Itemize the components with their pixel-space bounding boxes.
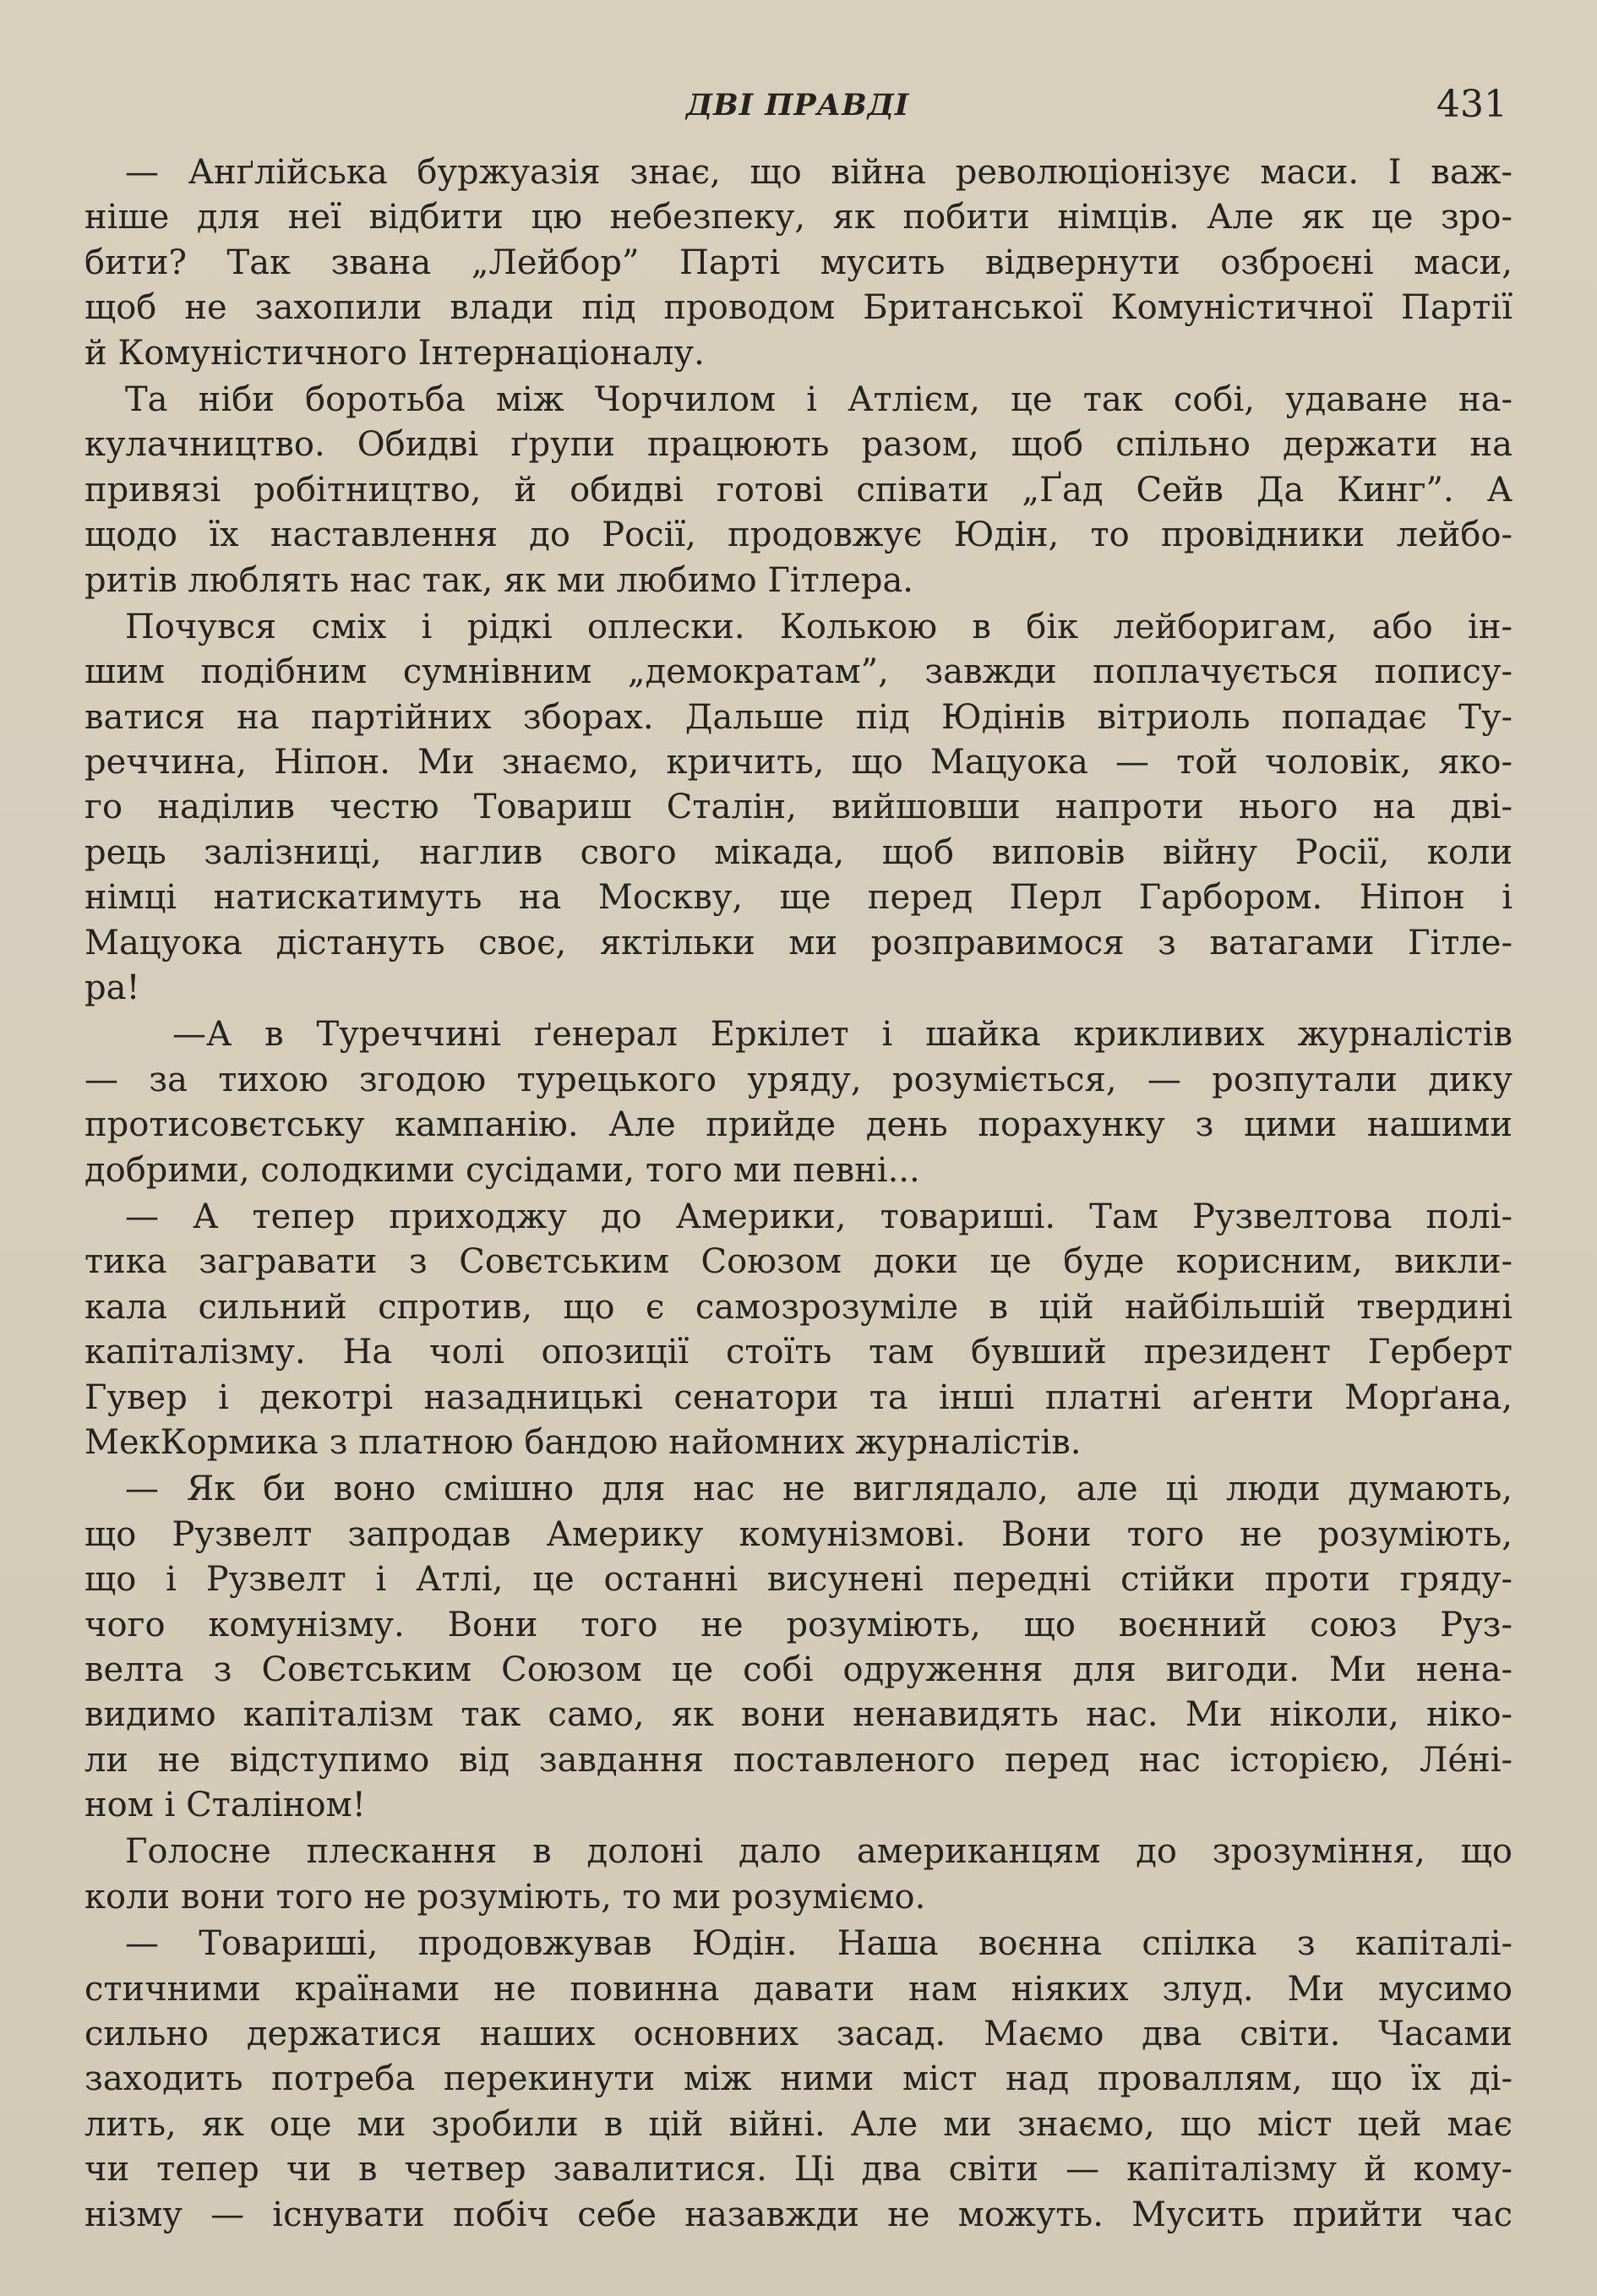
text-line: ніше для неї відбити цю небезпеку, як побити німців. Але як це зро- [84, 198, 1513, 237]
paragraph [84, 605, 1513, 1012]
text-line: привязі робітництво, й обидві готові співати „Ґад Сейв Да Кинг”. А [84, 470, 1513, 510]
text-line: Голосне плескання в долоні дало американцям до зрозуміння, що [125, 1832, 1513, 1872]
text-line: видимо капіталізм так само, як вони ненавидять нас. Ми ніколи, ніко- [84, 1695, 1513, 1735]
text-line: ном і Сталіном! [84, 1786, 366, 1825]
text-line: лить, як оце ми зробили в цій війні. Але ми знаємо, що міст цей має [84, 2104, 1513, 2144]
text-line: капіталізму. На чолі опозиції стоїть там бувший президент Герберт [84, 1333, 1513, 1372]
text-line: Та ніби боротьба між Чорчилом і Атлієм, це так собі, удаване на- [125, 379, 1513, 419]
text-line: — Товариші, продовжував Юдін. Наша воєнна спілка з капіталі- [125, 1924, 1513, 1964]
paragraph [84, 150, 1513, 376]
text-line: щоб не захопили влади під проводом Британської Комуністичної Партії [84, 288, 1513, 328]
text-line: ватися на партійних зборах. Дальше під Юдінів вітриоль попадає Ту- [84, 697, 1513, 737]
running-head [0, 83, 1597, 134]
text-line: рець залізниці, наглив свого мікада, щоб виповів війну Росії, коли [84, 832, 1513, 872]
text-line: Гувер і декотрі назадницькі сенатори та інші платні аґенти Морґана, [84, 1377, 1513, 1417]
text-line: тика загравати з Совєтським Союзом доки це буде корисним, викли- [84, 1242, 1513, 1282]
text-line: реччина, Ніпон. Ми знаємо, кричить, що Мацуока — той чоловік, яко- [84, 743, 1513, 783]
page-number: 431 [1436, 83, 1507, 126]
text-line: й Комуністичного Інтернаціоналу. [84, 333, 705, 373]
text-line: що і Рузвелт і Атлі, це останні висунені передні стійки проти гряду- [84, 1560, 1513, 1600]
text-line: — за тихою згодою турецького уряду, розуміється, — розпутали дику [84, 1060, 1513, 1099]
paragraph [84, 1467, 1513, 1828]
text-line: Почувся сміх і рідкі оплески. Колькою в бік лейборигам, або ін- [125, 607, 1513, 646]
text-line: шим подібним сумнівним „демократам”, завжди поплачується попису- [84, 652, 1513, 692]
text-line: стичними країнами не повинна давати нам ніяких злуд. Ми мусимо [84, 1969, 1513, 2009]
text-line: ли не відступимо від завдання поставленого перед нас історією, Ле́ні- [84, 1740, 1513, 1780]
text-line: — Як би воно смішно для нас не виглядало, але ці люди думають, [125, 1470, 1513, 1509]
text-line: німці натискатимуть на Москву, ще перед Перл Гарбором. Ніпон і [84, 878, 1513, 918]
text-line: — А тепер приходжу до Америки, товариші. Там Рузвелтова полі- [125, 1197, 1513, 1236]
text-line: ритів люблять нас так, як ми любимо Гітлера. [84, 560, 914, 600]
text-line: го наділив честю Товариш Сталін, вийшовши напроти нього на дві- [84, 788, 1513, 827]
text-line: кулачництво. Обидві ґрупи працюють разом, щоб спільно держати на [84, 425, 1513, 465]
text-line: добрими, солодкими сусідами, того ми певні... [84, 1150, 920, 1190]
paragraph [84, 1922, 1513, 2238]
text-line: щодо їх наставлення до Росії, продовжує Юдін, то провідники лейбо- [84, 515, 1513, 555]
text-line: що Рузвелт запродав Америку комунізмові. Вони того не розуміють, [84, 1514, 1513, 1554]
running-title: ДВІ ПРАВДІ [686, 88, 910, 123]
paragraph [84, 1195, 1513, 1465]
text-line: сильно держатися наших основних засад. Маємо два світи. Часами [84, 2015, 1513, 2054]
text-line: кала сильний спротив, що є самозрозуміле в цій найбільшій твердині [84, 1287, 1513, 1327]
paragraph [84, 1830, 1513, 1920]
text-line: Мацуока дістануть своє, яктільки ми розправимося з ватагами Гітле- [84, 923, 1513, 963]
text-line: МекКормика з платною бандою найомних журналістів. [84, 1422, 1082, 1462]
paragraph [84, 378, 1513, 603]
text-line: — Анґлійська буржуазія знає, що війна революціонізує маси. І важ- [125, 153, 1513, 192]
text-line: бити? Так звана „Лейбор” Парті мусить відвернути озброєні маси, [84, 243, 1513, 282]
text-line: заходить потреба перекинути між ними міст над проваллям, що їх ді- [84, 2059, 1513, 2099]
text-line: чи тепер чи в четвер завалитися. Ці два світи — капіталізму й кому- [84, 2150, 1513, 2190]
text-line: нізму — існувати побіч себе назавжди не можуть. Мусить прийти час [84, 2195, 1513, 2234]
text-line: чого комунізму. Вони того не розуміють, що воєнний союз Руз- [84, 1605, 1513, 1644]
text-body [84, 150, 1513, 2238]
text-line: коли вони того не розуміють, то ми розуміємо. [84, 1877, 926, 1917]
text-line: велта з Совєтським Союзом це собі одруження для вигоди. Ми нена- [84, 1650, 1513, 1689]
paragraph [84, 1012, 1513, 1193]
text-line: —А в Туреччині ґенерал Еркілет і шайка крикливих журналістів [172, 1015, 1513, 1055]
text-line: ра! [84, 968, 140, 1008]
text-line: протисовєтську кампанію. Але прийде день порахунку з цими нашими [84, 1105, 1513, 1145]
